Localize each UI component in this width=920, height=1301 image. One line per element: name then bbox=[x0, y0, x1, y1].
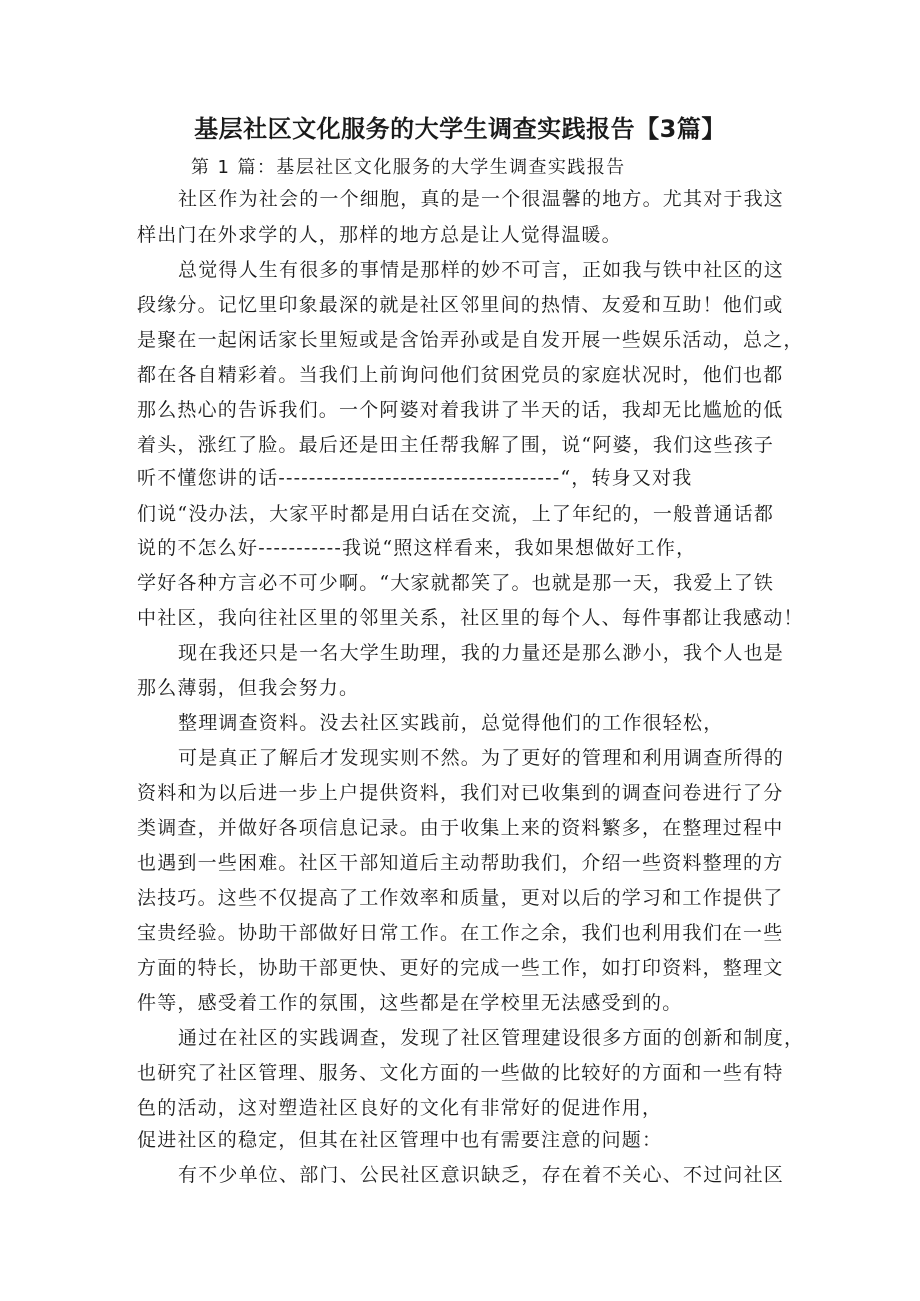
paragraph-line: 着头，涨红了脸。最后还是田主任帮我解了围，说“阿婆，我们这些孩子 bbox=[137, 434, 775, 456]
paragraph-line: 都在各自精彩着。当我们上前询问他们贫困党员的家庭状况时，他们也都 bbox=[137, 364, 784, 386]
paragraph-line: 法技巧。这些不仅提高了工作效率和质量，更对以后的学习和工作提供了 bbox=[137, 887, 784, 909]
paragraph-line: 有不少单位、部门、公民社区意识缺乏，存在着不关心、不过问社区 bbox=[178, 1164, 785, 1186]
paragraph-line: 可是真正了解后才发现实则不然。为了更好的管理和利用调查所得的 bbox=[178, 747, 785, 769]
paragraph-line: 听不懂您讲的话-------------------------------------“，转身又对我 bbox=[137, 467, 693, 489]
paragraph-line: 件等，感受着工作的氛围，这些都是在学校里无法感受到的。 bbox=[137, 992, 683, 1014]
section-heading: 第 1 篇：基层社区文化服务的大学生调查实践报告 bbox=[191, 157, 626, 178]
paragraph-line: 资料和为以后进一步上户提供资料，我们对已收集到的调查问卷进行了分 bbox=[137, 782, 784, 804]
paragraph-line: 们说“没办法，大家平时都是用白话在交流，上了年纪的，一般普通话都 bbox=[137, 503, 775, 525]
paragraph-line: 社区作为社会的一个细胞，真的是一个很温馨的地方。尤其对于我这 bbox=[178, 188, 785, 210]
paragraph-line: 那么热心的告诉我们。一个阿婆对着我讲了半天的话，我却无比尴尬的低 bbox=[137, 399, 784, 421]
paragraph-line: 总觉得人生有很多的事情是那样的妙不可言，正如我与铁中社区的这 bbox=[178, 259, 785, 281]
paragraph-line: 也遇到一些困难。社区干部知道后主动帮助我们，介绍一些资料整理的方 bbox=[137, 852, 784, 874]
paragraph-line: 那么薄弱，但我会努力。 bbox=[137, 677, 360, 699]
paragraph-line: 类调查，并做好各项信息记录。由于收集上来的资料繁多，在整理过程中 bbox=[137, 817, 784, 839]
paragraph-line: 也研究了社区管理、服务、文化方面的一些做的比较好的方面和一些有特 bbox=[137, 1062, 784, 1084]
paragraph-line: 整理调查资料。没去社区实践前，总觉得他们的工作很轻松， bbox=[178, 712, 724, 734]
paragraph-line: 学好各种方言必不可少啊。“大家就都笑了。也就是那一天，我爱上了铁 bbox=[137, 572, 775, 594]
paragraph-line: 方面的特长，协助干部更快、更好的完成一些工作，如打印资料，整理文 bbox=[137, 957, 784, 979]
paragraph-line: 样出门在外求学的人，那样的地方总是让人觉得温暖。 bbox=[137, 224, 622, 246]
paragraph-line: 通过在社区的实践调查，发现了社区管理建设很多方面的创新和制度， bbox=[178, 1027, 805, 1049]
paragraph-line: 促进社区的稳定，但其在社区管理中也有需要注意的问题： bbox=[137, 1129, 663, 1151]
paragraph-line: 是聚在一起闲话家长里短或是含饴弄孙或是自发开展一些娱乐活动，总之， bbox=[137, 329, 804, 351]
paragraph-line: 色的活动，这对塑造社区良好的文化有非常好的促进作用， bbox=[137, 1097, 663, 1119]
paragraph-line: 现在我还只是一名大学生助理，我的力量还是那么渺小，我个人也是 bbox=[178, 642, 785, 664]
paragraph-line: 说的不怎么好-----------我说“照这样看来，我如果想做好工作， bbox=[137, 537, 697, 559]
paragraph-line: 宝贵经验。协助干部做好日常工作。在工作之余，我们也利用我们在一些 bbox=[137, 922, 784, 944]
paragraph-line: 段缘分。记忆里印象最深的就是社区邻里间的热情、友爱和互助！他们或 bbox=[137, 294, 784, 316]
paragraph-line: 中社区，我向往社区里的邻里关系，社区里的每个人、每件事都让我感动！ bbox=[137, 607, 804, 629]
document-title: 基层社区文化服务的大学生调查实践报告【3篇】 bbox=[194, 115, 726, 143]
